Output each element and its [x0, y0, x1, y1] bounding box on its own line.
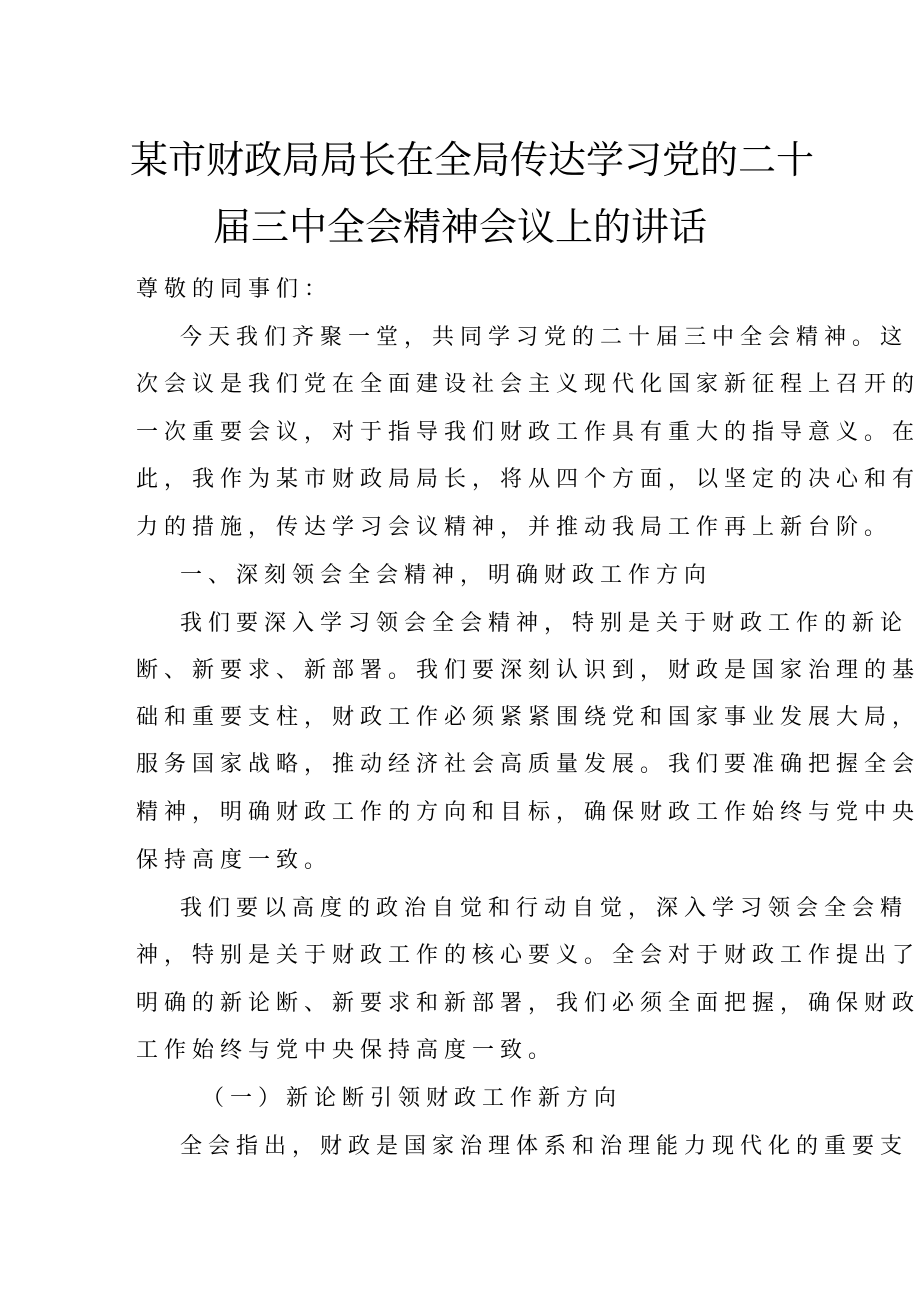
subsection-heading: （一）新论断引领财政工作新方向 [202, 1086, 623, 1111]
paragraph-line: 全会指出，财政是国家治理体系和治理能力现代化的重要支 [180, 1134, 909, 1159]
paragraph-line: 断、新要求、新部署。我们要深刻认识到，财政是国家治理的基 [136, 658, 920, 683]
paragraph-line: 今天我们齐聚一堂，共同学习党的二十届三中全会精神。这 [180, 325, 909, 350]
salutation: 尊敬的同事们： [136, 277, 333, 302]
paragraph-line: 工作始终与党中央保持高度一致。 [136, 1038, 557, 1063]
paragraph-line: 保持高度一致。 [136, 848, 333, 873]
paragraph-line: 服务国家战略，推动经济社会高质量发展。我们要准确把握全会 [136, 752, 920, 777]
paragraph-line: 我们要深入学习领会全会精神，特别是关于财政工作的新论 [180, 611, 909, 636]
paragraph-line: 神，特别是关于财政工作的核心要义。全会对于财政工作提出了 [136, 943, 920, 968]
paragraph-line: 次会议是我们党在全面建设社会主义现代化国家新征程上召开的 [136, 372, 920, 397]
paragraph-line: 精神，明确财政工作的方向和目标，确保财政工作始终与党中央 [136, 800, 920, 825]
paragraph-line: 我们要以高度的政治自觉和行动自觉，深入学习领会全会精 [180, 896, 909, 921]
paragraph-line: 力的措施，传达学习会议精神，并推动我局工作再上新台阶。 [136, 515, 893, 540]
paragraph-line: 此，我作为某市财政局局长，将从四个方面，以坚定的决心和有 [136, 467, 920, 492]
document-title-line-2: 届三中全会精神会议上的讲话 [212, 205, 707, 249]
document-title-line-1: 某市财政局局长在全局传达学习党的二十 [130, 138, 815, 182]
paragraph-line: 明确的新论断、新要求和新部署，我们必须全面把握，确保财政 [136, 991, 920, 1016]
paragraph-line: 一次重要会议，对于指导我们财政工作具有重大的指导意义。在 [136, 420, 920, 445]
section-heading: 一、深刻领会全会精神，明确财政工作方向 [180, 563, 713, 588]
paragraph-line: 础和重要支柱，财政工作必须紧紧围绕党和国家事业发展大局， [136, 705, 920, 730]
